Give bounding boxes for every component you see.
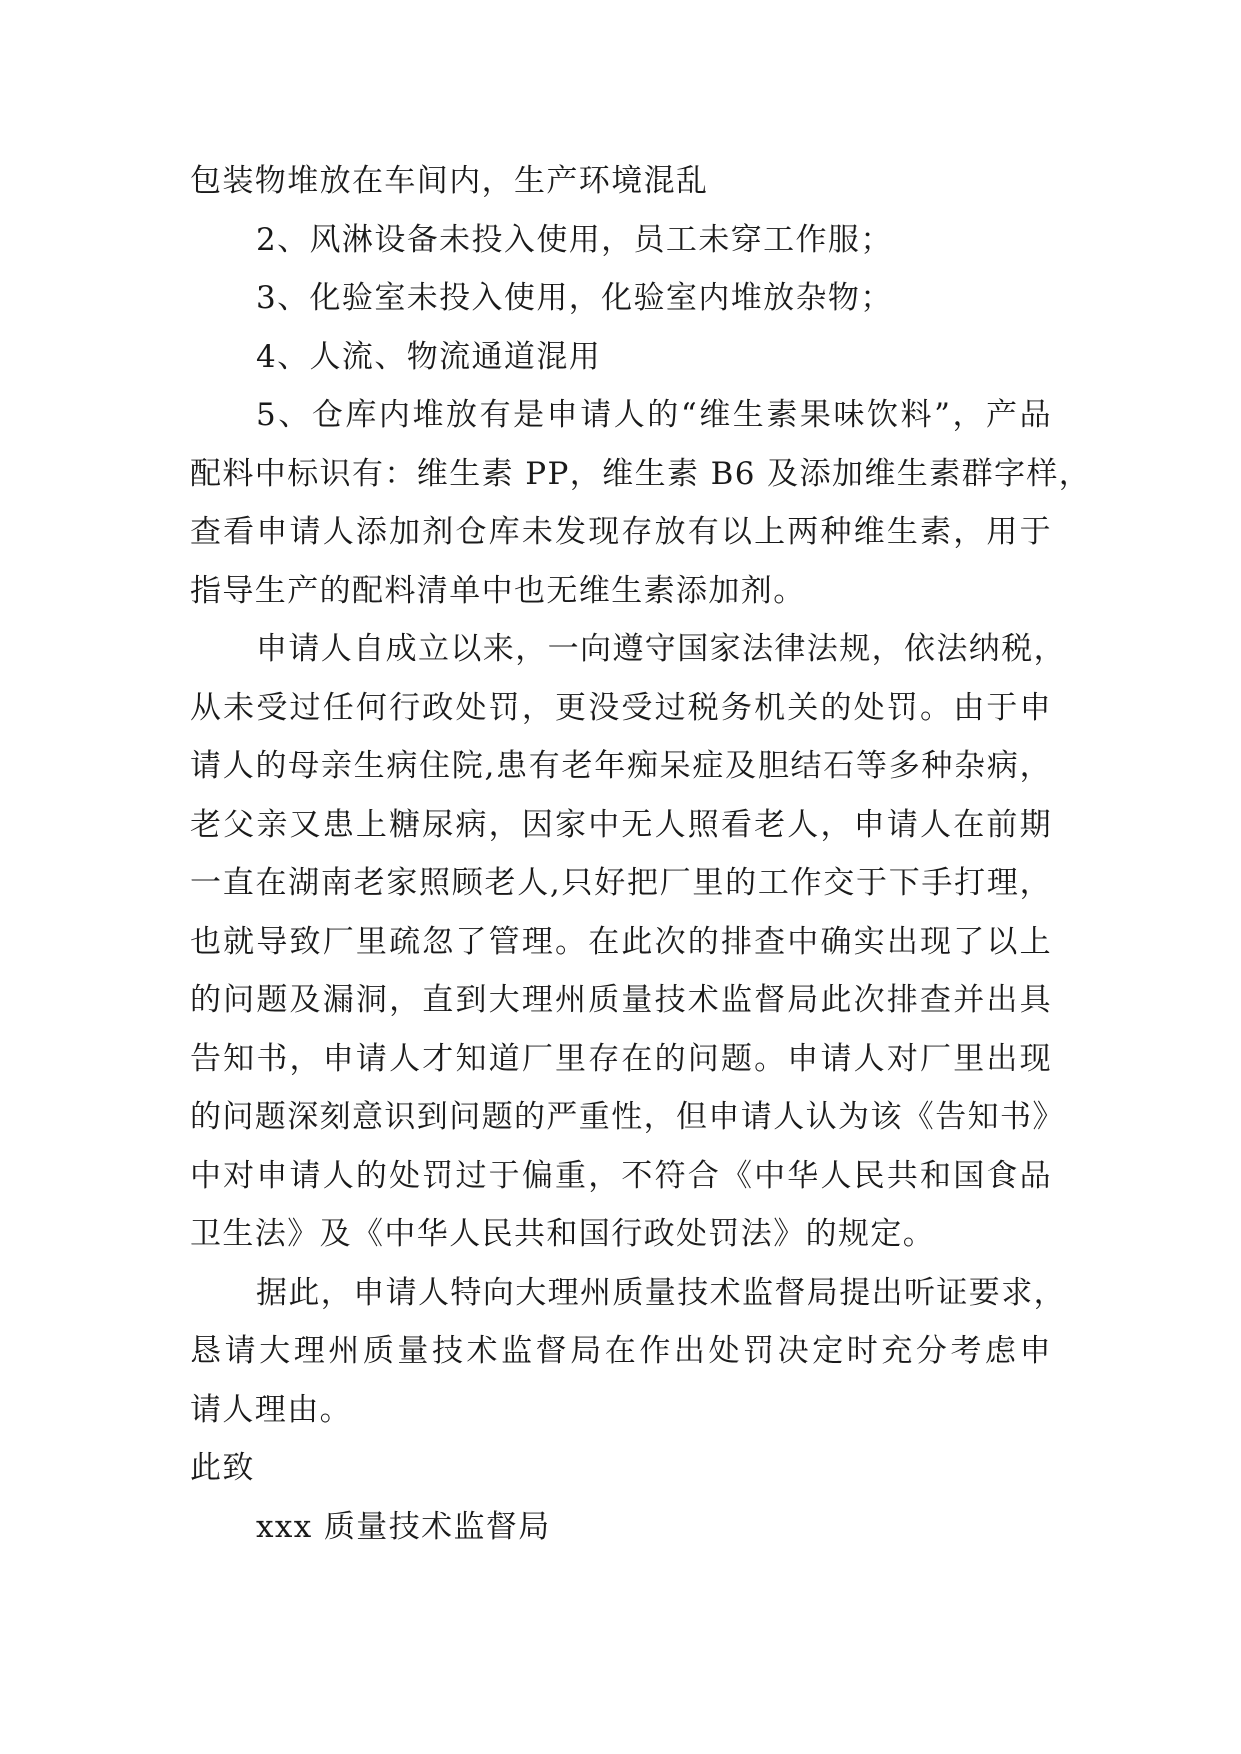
- text-line: 中对申请人的处罚过于偏重，不符合《中华人民共和国食品: [190, 1157, 1052, 1194]
- text-line: 的问题及漏洞，直到大理州质量技术监督局此次排查并出具: [190, 982, 1052, 1018]
- text-line: 包装物堆放在车间内，生产环境混乱: [190, 163, 709, 199]
- document-body: [190, 152, 1092, 1556]
- text-line: 请人理由。: [190, 1391, 352, 1428]
- text-line: 恳请大理州质量技术监督局在作出处罚决定时充分考虑申: [190, 1333, 1052, 1369]
- paragraph-start: 据此，申请人特向大理州质量技术监督局提出听证要求，: [256, 1274, 1066, 1311]
- recipient: xxx 质量技术监督局: [256, 1508, 551, 1545]
- list-item-5: 5、仓库内堆放有是申请人的“维生素果味饮料”，产品: [256, 397, 1052, 433]
- text-line: 指导生产的配料清单中也无维生素添加剂。: [190, 572, 806, 609]
- text-line: 老父亲又患上糖尿病，因家中无人照看老人，申请人在前期: [190, 806, 1052, 843]
- list-item-3: 3、化验室未投入使用，化验室内堆放杂物；: [256, 280, 893, 316]
- list-item-4: 4、人流、物流通道混用: [256, 338, 602, 375]
- text-line: 请人的母亲生病住院,患有老年痴呆症及胆结石等多种杂病，: [190, 748, 1052, 784]
- text-line: 查看申请人添加剂仓库未发现存放有以上两种维生素，用于: [190, 514, 1052, 550]
- list-item-2: 2、风淋设备未投入使用，员工未穿工作服；: [256, 221, 893, 258]
- text-line: 配料中标识有：维生素 PP，维生素 B6 及添加维生素群字样，: [190, 455, 1092, 492]
- paragraph-start: 申请人自成立以来，一向遵守国家法律法规，依法纳税，: [256, 631, 1066, 667]
- text-line: 的问题深刻意识到问题的严重性，但申请人认为该《告知书》: [190, 1099, 1065, 1135]
- text-line: 告知书，申请人才知道厂里存在的问题。申请人对厂里出现: [190, 1040, 1052, 1077]
- text-line: 也就导致厂里疏忽了管理。在此次的排查中确实出现了以上: [190, 923, 1052, 960]
- salutation: 此致: [190, 1450, 255, 1486]
- text-line: 一直在湖南老家照顾老人,只好把厂里的工作交于下手打理，: [190, 865, 1052, 901]
- text-line: 卫生法》及《中华人民共和国行政处罚法》的规定。: [190, 1216, 936, 1252]
- text-line: 从未受过任何行政处罚，更没受过税务机关的处罚。由于申: [190, 689, 1052, 726]
